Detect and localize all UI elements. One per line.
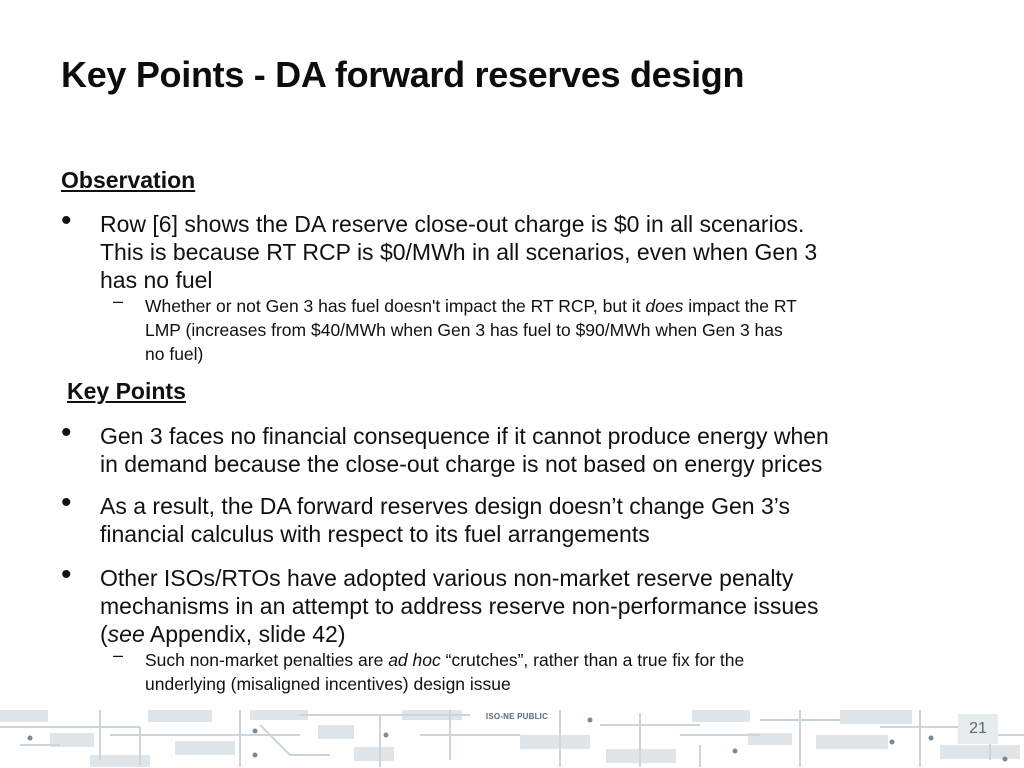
bullet-line: mechanisms in an attempt to address reserve non-performance issues — [100, 593, 819, 619]
emphasis-text: ad hoc — [388, 650, 441, 670]
observation-heading: Observation — [61, 167, 196, 193]
sub-bullet-line — [145, 648, 975, 672]
bullet-marker: • — [61, 558, 72, 591]
bullet-text — [100, 210, 980, 294]
sub-bullet-line — [145, 294, 975, 318]
sub-bullet-text — [145, 648, 975, 696]
sub-bullet-line: no fuel) — [145, 344, 204, 364]
emphasis-text: does — [645, 296, 684, 316]
bullet-line: financial calculus with respect to its fuel arrangements — [100, 521, 650, 547]
text-run: Such non-market penalties are — [145, 650, 389, 670]
bullet-line: has no fuel — [100, 267, 213, 293]
text-run: impact the RT — [683, 296, 797, 316]
bullet-line — [100, 620, 980, 648]
bullet-text — [100, 422, 980, 478]
sub-bullet-text — [145, 294, 975, 366]
sub-bullet-line: LMP (increases from $40/MWh when Gen 3 has fuel to $90/MWh when Gen 3 has — [145, 320, 783, 340]
bullet-line: As a result, the DA forward reserves design doesn’t change Gen 3’s — [100, 493, 790, 519]
text-run: Appendix, slide 42) — [144, 621, 346, 647]
bullet-line: Other ISOs/RTOs have adopted various non-market reserve penalty — [100, 565, 794, 591]
bullet-line: Row [6] shows the DA reserve close-out charge is $0 in all scenarios. — [100, 211, 805, 237]
bullet-marker: • — [61, 204, 72, 237]
bullet-line: Gen 3 faces no financial consequence if it cannot produce energy when — [100, 423, 829, 449]
bullet-line: This is because RT RCP is $0/MWh in all scenarios, even when Gen 3 — [100, 239, 818, 265]
sub-bullet-marker: – — [113, 291, 124, 311]
bullet-text — [100, 564, 980, 648]
page-number: 21 — [958, 714, 998, 744]
sub-bullet-marker: – — [113, 645, 124, 665]
bullet-line: in demand because the close-out charge is not based on energy prices — [100, 451, 823, 477]
iso-ne-public-label: ISO-NE PUBLIC — [485, 712, 549, 721]
text-run: Whether or not Gen 3 has fuel doesn't impact the RT RCP, but it — [145, 296, 646, 316]
slide-title: Key Points - DA forward reserves design — [61, 54, 745, 95]
bullet-text — [100, 492, 980, 548]
key-points-heading: Key Points — [67, 378, 186, 404]
text-run: “crutches”, rather than a true fix for the — [440, 650, 745, 670]
bullet-marker: • — [61, 486, 72, 519]
text-run: ( — [100, 621, 108, 647]
sub-bullet-line: underlying (misaligned incentives) design issue — [145, 674, 511, 694]
emphasis-text: see — [107, 621, 145, 647]
bullet-marker: • — [61, 416, 72, 449]
